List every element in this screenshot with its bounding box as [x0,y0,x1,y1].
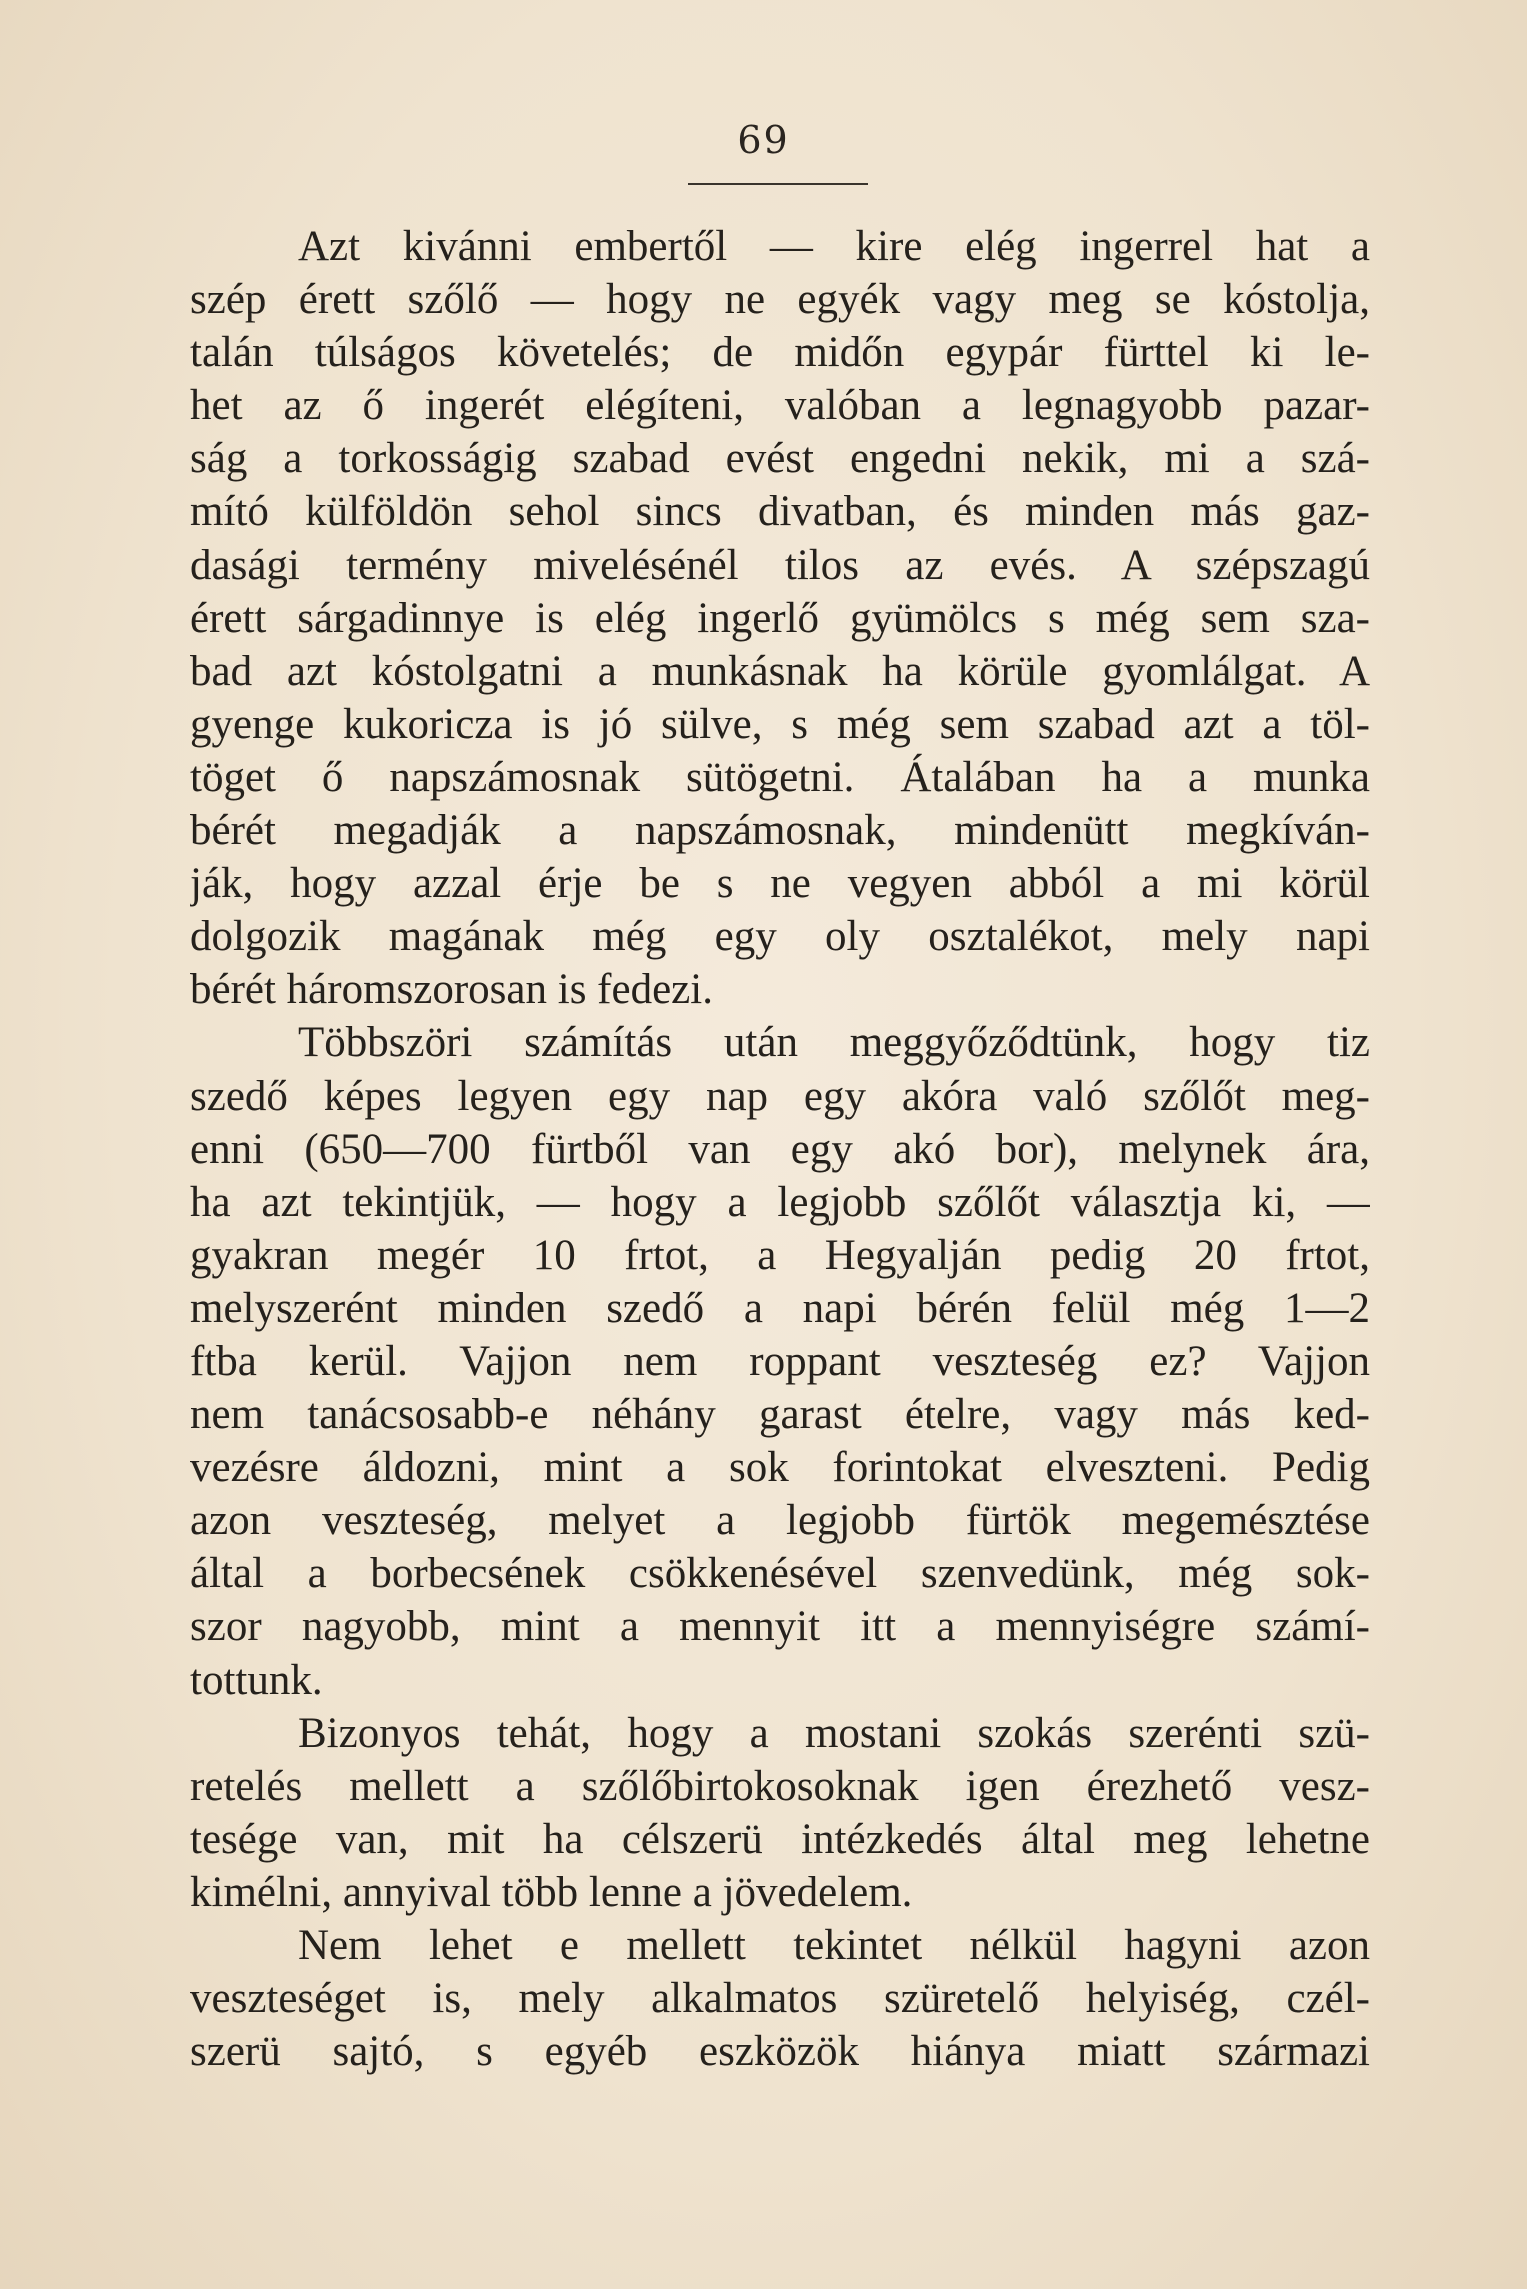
text-line: érett sárgadinnye is elég ingerlő gyümölcs s még sem sza- [190,594,1370,642]
text-line: ság a torkosságig szabad evést engedni nekik, mi a szá- [190,435,1370,483]
page-number: 69 [737,118,790,162]
text-line: szedő képes legyen egy nap egy akóra való szőlőt meg- [190,1072,1370,1120]
text-line: gyakran megér 10 frtot, a Hegyalján pedig 20 frtot, [190,1231,1370,1279]
text-line: bérét háromszorosan is fedezi. [190,966,713,1014]
text-line: azon veszteség, melyet a legjobb fürtök megemésztése [190,1497,1370,1545]
text-line: tottunk. [190,1656,323,1704]
text-line: tesége van, mit ha célszerü intézkedés által meg lehetne [190,1815,1370,1863]
text-line: gyenge kukoricza is jó sülve, s még sem szabad azt a töl- [190,700,1370,748]
text-line: veszteséget is, mely alkalmatos szüretelő helyiség, czél- [190,1975,1370,2023]
text-line: szerü sajtó, s egyéb eszközök hiánya miatt származi [190,2028,1370,2076]
text-line: kimélni, annyival több lenne a jövedelem. [190,1868,913,1916]
text-line: melyszerént minden szedő a napi bérén felül még 1—2 [190,1284,1370,1332]
text-line: dolgozik magának még egy oly osztalékot, mely napi [190,913,1370,961]
text-line: ják, hogy azzal érje be s ne vegyen abból a mi körül [190,860,1370,908]
header-rule [688,183,868,185]
text-line: töget ő napszámosnak sütögetni. Átalában ha a munka [190,753,1370,801]
text-line: Többszöri számítás után meggyőződtünk, hogy tiz [298,1019,1370,1067]
text-line: szor nagyobb, mint a mennyit itt a mennyiségre számí- [190,1603,1370,1651]
text-line: bad azt kóstolgatni a munkásnak ha körüle gyomlálgat. A [190,647,1370,695]
text-line: nem tanácsosabb-e néhány garast ételre, vagy más ked- [190,1391,1370,1439]
text-line: retelés mellett a szőlőbirtokosoknak igen érezhető vesz- [190,1762,1370,1810]
text-line: mító külföldön sehol sincs divatban, és minden más gaz- [190,488,1370,536]
body-text [190,220,1370,2078]
text-line: Nem lehet e mellett tekintet nélkül hagyni azon [298,1922,1370,1969]
text-line: Bizonyos tehát, hogy a mostani szokás szerénti szü- [298,1709,1370,1757]
text-line: talán túlságos követelés; de midőn egypár fürttel ki le- [190,329,1370,377]
text-line: ha azt tekintjük, — hogy a legjobb szőlőt választja ki, — [190,1178,1370,1226]
text-line: ftba kerül. Vajjon nem roppant veszteség ez? Vajjon [190,1337,1370,1385]
text-line: Azt kivánni embertől — kire elég ingerrel hat a [298,223,1370,270]
text-line: het az ő ingerét elégíteni, valóban a legnagyobb pazar- [190,382,1370,430]
text-line: enni (650—700 fürtből van egy akó bor), melynek ára, [190,1125,1370,1173]
text-line: szép érett szőlő — hogy ne egyék vagy meg se kóstolja, [190,276,1370,324]
text-line: által a borbecsének csökkenésével szenvedünk, még sok- [190,1550,1370,1598]
text-line: vezésre áldozni, mint a sok forintokat elveszteni. Pedig [190,1444,1370,1492]
text-line: dasági termény mivelésénél tilos az evés. A szépszagú [190,541,1370,589]
text-line: bérét megadják a napszámosnak, mindenütt megkíván- [190,807,1370,855]
